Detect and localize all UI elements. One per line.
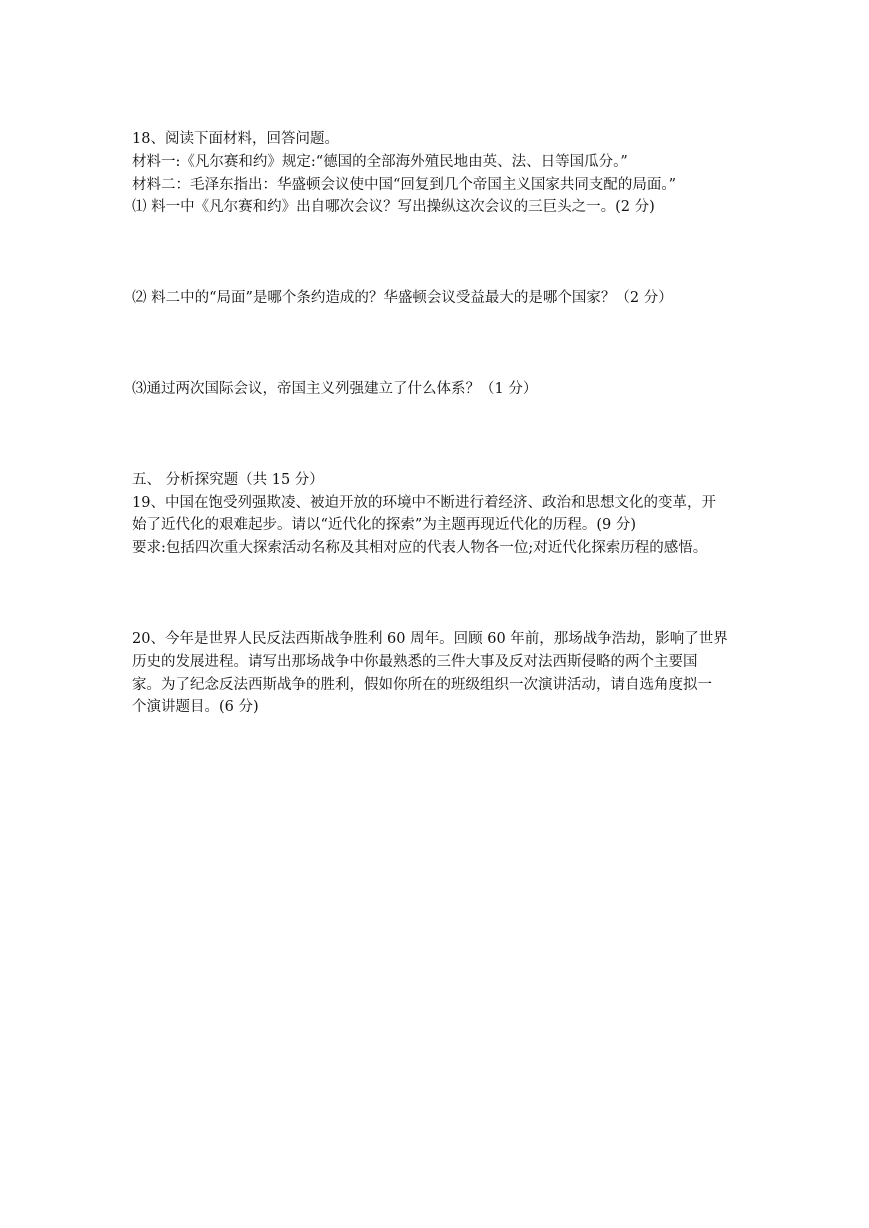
section-5-heading: 五、 分析探究题（共 15 分） [132,472,324,488]
q18-title: 18、阅读下面材料，回答问题。 [132,131,339,147]
q20-line-3: 家。为了纪念反法西斯战争的胜利，假如你所在的班级组织一次演讲活动，请自选角度拟一 [132,677,712,693]
q20-line-4: 个演讲题目。(6 分) [132,699,259,715]
q19-line-2: 始了近代化的艰难起步。请以“近代化的探索”为主题再现近代化的历程。(9 分) [132,517,636,533]
q18-material-1: 材料一:《凡尔赛和约》规定:“德国的全部海外殖民地由英、法、日等国瓜分。” [132,154,628,170]
q19-line-1: 19、中国在饱受列强欺凌、被迫开放的环境中不断进行着经济、政治和思想文化的变革，开 [132,495,716,511]
q18-subquestion-3: ⑶通过两次国际会议，帝国主义列强建立了什么体系？（1 分） [132,381,538,397]
q19-requirement: 要求:包括四次重大探索活动名称及其相对应的代表人物各一位;对近代化探索历程的感悟。 [132,540,708,556]
q18-material-2: 材料二：毛泽东指出：华盛顿会议使中国“回复到几个帝国主义国家共同支配的局面。” [132,177,677,193]
q20-line-2: 历史的发展进程。请写出那场战争中你最熟悉的三件大事及反对法西斯侵略的两个主要国 [132,654,698,670]
q18-subquestion-2: ⑵ 料二中的“局面”是哪个条约造成的？华盛顿会议受益最大的是哪个国家？（2 分） [132,290,673,306]
q20-line-1: 20、今年是世界人民反法西斯战争胜利 60 周年。回顾 60 年前，那场战争浩劫，影响了世界 [132,631,728,647]
q18-subquestion-1: ⑴ 料一中《凡尔赛和约》出自哪次会议？写出操纵这次会议的三巨头之一。(2 分) [132,199,655,215]
